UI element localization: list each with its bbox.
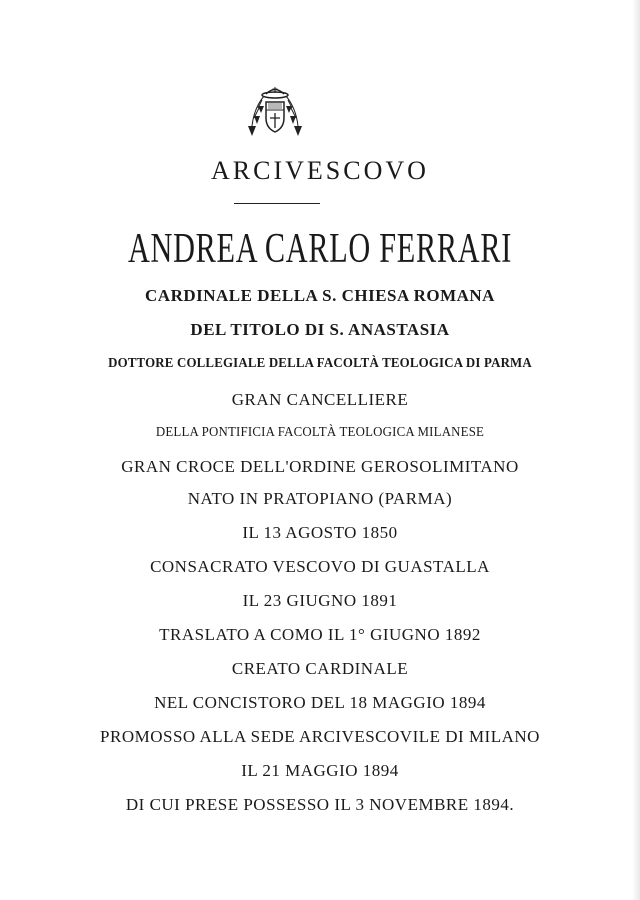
cardinal-coat-of-arms-icon	[244, 86, 306, 138]
title-line-10: IL 23 GIUGNO 1891	[242, 591, 398, 610]
heading-archbishop: ARCIVESCOVO	[211, 156, 429, 185]
title-line-9: CONSACRATO VESCOVO DI GUASTALLA	[150, 557, 490, 576]
title-line-12: CREATO CARDINALE	[231, 659, 409, 678]
title-line-13: NEL CONCISTORO DEL 18 MAGGIO 1894	[154, 693, 486, 712]
title-line-8: IL 13 AGOSTO 1850	[242, 523, 398, 542]
title-line-3: DOTTORE COLLEGIALE DELLA FACOLTÀ TEOLOGICA DI PARMA	[108, 356, 532, 371]
title-line-1: CARDINALE DELLA S. CHIESA ROMANA	[145, 286, 495, 305]
title-line-16: DI CUI PRESE POSSESSO IL 3 NOVEMBRE 1894.	[125, 795, 515, 814]
cardinal-name: ANDREA CARLO FERRARI	[127, 226, 513, 272]
title-line-14: PROMOSSO ALLA SEDE ARCIVESCOVILE DI MILANO	[100, 727, 540, 746]
title-line-7: NATO IN PRATOPIANO (PARMA)	[187, 489, 453, 508]
title-line-4: GRAN CANCELLIERE	[231, 390, 409, 409]
title-line-5: DELLA PONTIFICIA FACOLTÀ TEOLOGICA MILANESE	[155, 425, 485, 440]
page-edge-shadow	[632, 0, 640, 900]
title-line-15: IL 21 MAGGIO 1894	[241, 761, 399, 780]
title-line-6: GRAN CROCE DELL'ORDINE GEROSOLIMITANO	[121, 457, 519, 476]
title-line-2: DEL TITOLO DI S. ANASTASIA	[190, 320, 450, 339]
divider-rule	[234, 203, 320, 204]
title-line-11: TRASLATO A COMO IL 1° GIUGNO 1892	[159, 625, 481, 644]
